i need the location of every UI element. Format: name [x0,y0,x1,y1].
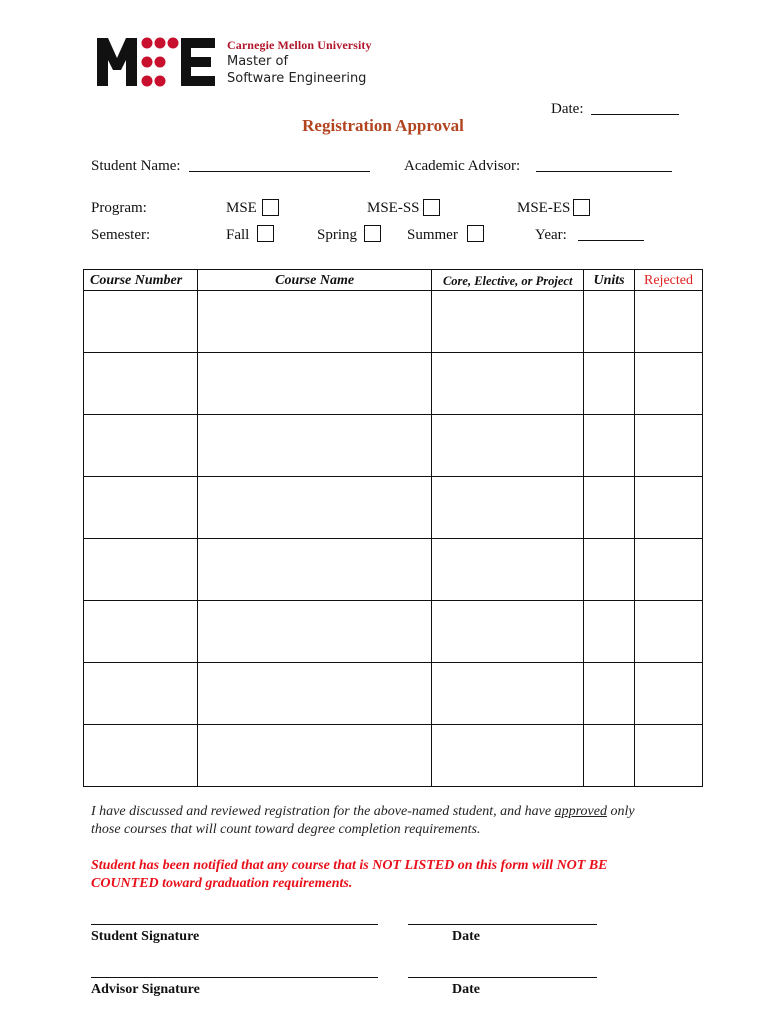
student-name-field[interactable] [189,171,370,172]
academic-advisor-field[interactable] [536,171,672,172]
course-type-cell[interactable] [432,539,584,601]
course-number-cell[interactable] [84,353,198,415]
course-number-cell[interactable] [84,477,198,539]
rejected-cell[interactable] [635,477,703,539]
units-cell[interactable] [584,415,635,477]
table-row [84,353,703,415]
rejected-cell[interactable] [635,353,703,415]
course-number-cell[interactable] [84,291,198,353]
rejected-cell[interactable] [635,663,703,725]
course-type-cell[interactable] [432,601,584,663]
approval-statement-line1: I have discussed and reviewed registration for the above-named student, and have [91,804,555,819]
table-row [84,725,703,787]
graduation-notice-line2: COUNTED toward graduation requirements. [91,876,353,891]
program-mse-es-checkbox[interactable] [573,199,590,216]
program-name-line1: Master of [227,54,289,69]
units-cell[interactable] [584,477,635,539]
mse-logo-mark [97,34,219,90]
course-name-cell[interactable] [197,663,432,725]
page-title: Registration Approval [302,116,464,135]
semester-option-spring-label: Spring [317,227,358,243]
semester-option-summer-label: Summer [407,227,458,243]
units-cell[interactable] [584,291,635,353]
table-row [84,601,703,663]
date-label: Date: [551,101,584,117]
table-row [84,477,703,539]
course-name-cell[interactable] [197,539,432,601]
course-number-cell[interactable] [84,601,198,663]
course-type-cell[interactable] [432,353,584,415]
course-type-cell[interactable] [432,415,584,477]
program-label: Program: [91,200,147,216]
units-cell[interactable] [584,353,635,415]
advisor-signature-line[interactable] [91,977,378,978]
program-mse-ss-checkbox[interactable] [423,199,440,216]
course-type-cell[interactable] [432,725,584,787]
student-signature-line[interactable] [91,924,378,925]
academic-advisor-label: Academic Advisor: [404,158,521,174]
rejected-cell[interactable] [635,601,703,663]
course-number-cell[interactable] [84,539,198,601]
approved-emphasis: approved [554,804,607,819]
course-type-cell[interactable] [432,663,584,725]
semester-label: Semester: [91,227,151,243]
university-name: Carnegie Mellon University [227,38,372,52]
table-row [84,291,703,353]
graduation-notice-line1: Student has been notified that any course that is NOT LISTED on this form will NOT BE [91,858,608,873]
units-cell[interactable] [584,663,635,725]
header-course-number: Course Number [84,270,198,291]
units-cell[interactable] [584,601,635,663]
course-type-cell[interactable] [432,291,584,353]
course-table-header-row [84,270,703,291]
rejected-cell[interactable] [635,415,703,477]
approval-statement [91,803,635,839]
semester-option-fall-label: Fall [226,227,250,243]
rejected-cell[interactable] [635,539,703,601]
units-cell[interactable] [584,539,635,601]
approval-statement-line1-end: only [606,804,635,819]
advisor-signature-date-line[interactable] [408,977,597,978]
header-core-elective-project: Core, Elective, or Project [432,270,584,291]
rejected-cell[interactable] [635,291,703,353]
program-mse-checkbox[interactable] [262,199,279,216]
student-signature-label: Student Signature [91,929,200,944]
table-row [84,663,703,725]
program-option-mse-es-label: MSE-ES [517,200,571,216]
course-name-cell[interactable] [197,353,432,415]
student-signature-date-line[interactable] [408,924,597,925]
course-type-cell[interactable] [432,477,584,539]
program-name-line2: Software Engineering [227,71,367,86]
approval-statement-line2: those courses that will count toward degree completion requirements. [91,822,481,837]
course-name-cell[interactable] [197,725,432,787]
mse-logo [97,34,372,90]
student-name-label: Student Name: [91,158,181,174]
program-option-mse-label: MSE [226,200,257,216]
units-cell[interactable] [584,725,635,787]
course-name-cell[interactable] [197,415,432,477]
advisor-date-label: Date [452,982,480,997]
course-name-cell[interactable] [197,477,432,539]
program-option-mse-ss-label: MSE-SS [367,200,420,216]
course-number-cell[interactable] [84,415,198,477]
header-course-name: Course Name [197,270,432,291]
course-name-cell[interactable] [197,291,432,353]
semester-fall-checkbox[interactable] [257,225,274,242]
rejected-cell[interactable] [635,725,703,787]
header-units: Units [584,270,635,291]
advisor-signature-label: Advisor Signature [91,982,200,997]
course-name-cell[interactable] [197,601,432,663]
course-number-cell[interactable] [84,725,198,787]
year-label: Year: [535,227,567,243]
year-field[interactable] [578,240,644,241]
table-row [84,415,703,477]
header-rejected: Rejected [635,270,703,291]
course-number-cell[interactable] [84,663,198,725]
table-row [84,539,703,601]
semester-spring-checkbox[interactable] [364,225,381,242]
date-field[interactable] [591,114,679,115]
semester-summer-checkbox[interactable] [467,225,484,242]
student-date-label: Date [452,929,480,944]
graduation-notice [91,857,608,893]
course-table [83,269,703,787]
